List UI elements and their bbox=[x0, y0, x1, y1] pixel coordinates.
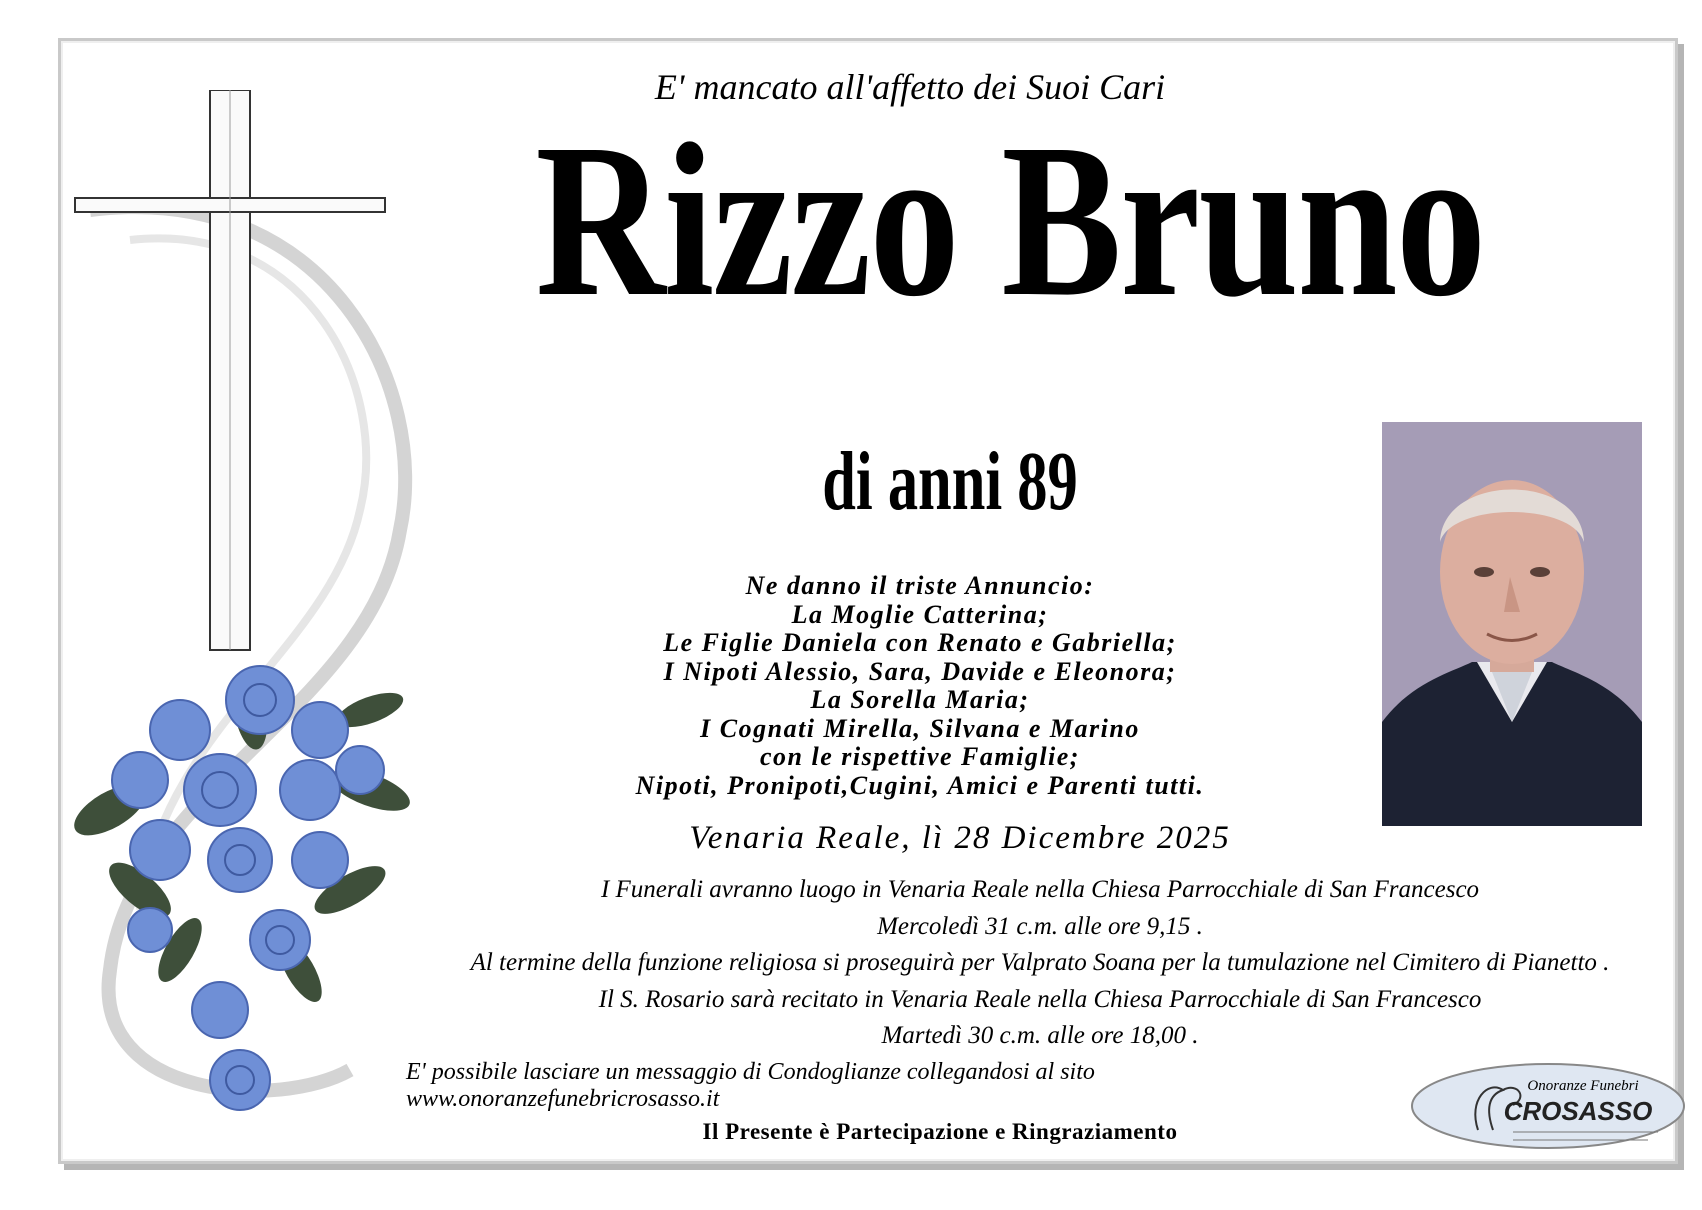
family-line: La Sorella Maria; bbox=[810, 685, 1030, 714]
cross-bouquet-decoration bbox=[70, 90, 450, 1150]
funeral-details bbox=[410, 872, 1670, 1055]
funeral-home-logo bbox=[1408, 1060, 1688, 1152]
funeral-line: Mercoledì 31 c.m. alle ore 9,15 . bbox=[877, 912, 1203, 940]
family-list bbox=[520, 572, 1320, 800]
funeral-line: Al termine della funzione religiosa si proseguirà per Valprato Soana per la tumulazione nel Cimitero di Pianetto . bbox=[470, 949, 1610, 976]
family-line: Ne danno il triste Annuncio: bbox=[745, 571, 1095, 600]
portrait-photo bbox=[1382, 422, 1642, 826]
funeral-line: I Funerali avranno luogo in Venaria Reale nella Chiesa Parrocchiale di San Francesco bbox=[600, 876, 1480, 903]
family-line: con le rispettive Famiglie; bbox=[760, 742, 1080, 771]
condolences-text: E' possibile lasciare un messaggio di Condoglianze collegandosi al sito www.onoranzefunebricrosasso.it bbox=[406, 1059, 1095, 1112]
intro-text: E' mancato all'affetto dei Suoi Cari bbox=[654, 67, 1166, 107]
place-date: Venaria Reale, lì 28 Dicembre 2025 bbox=[689, 820, 1231, 856]
family-line: La Moglie Catterina; bbox=[791, 599, 1049, 629]
logo-graphic bbox=[1408, 1060, 1688, 1152]
family-line: Le Figlie Daniela con Renato e Gabriella; bbox=[663, 628, 1177, 657]
family-line: Nipoti, Pronipoti,Cugini, Amici e Parenti tutti. bbox=[635, 770, 1205, 800]
deceased-name: Rizzo Bruno bbox=[535, 98, 1485, 342]
family-line: I Nipoti Alessio, Sara, Davide e Eleonora; bbox=[663, 656, 1177, 686]
logo-line1: Onoranze Funebri bbox=[1527, 1078, 1639, 1094]
portrait-illustration bbox=[1382, 422, 1642, 826]
funeral-line: Martedì 30 c.m. alle ore 18,00 . bbox=[881, 1022, 1199, 1049]
logo-line2: CROSASSO bbox=[1503, 1096, 1653, 1126]
funeral-line: Il S. Rosario sarà recitato in Venaria Reale nella Chiesa Parrocchiale di San Francesco bbox=[598, 985, 1482, 1013]
footer-text: Il Presente è Partecipazione e Ringraziamento bbox=[702, 1119, 1178, 1144]
age-text: di anni 89 bbox=[822, 435, 1078, 528]
family-line: I Cognati Mirella, Silvana e Marino bbox=[700, 713, 1140, 743]
